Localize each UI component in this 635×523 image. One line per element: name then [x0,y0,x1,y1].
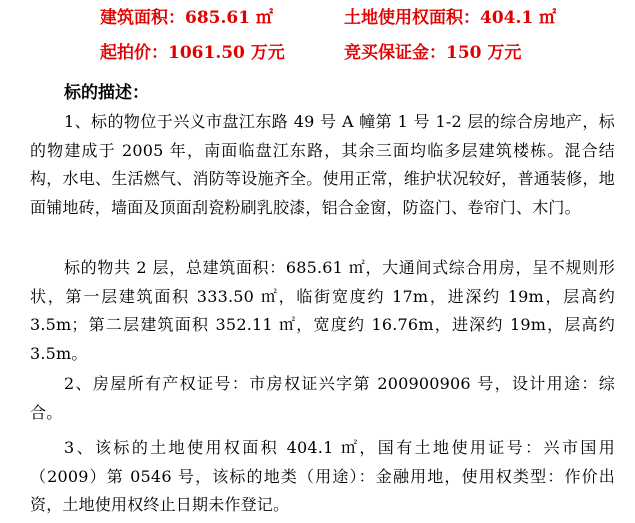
summary-row-2 [0,38,635,68]
paragraph-property-certificate: 2、房屋所有产权证号：市房权证兴字第 200900906 号，设计用途：综合。 [30,374,615,422]
summary-row-1 [0,3,635,33]
building-area: 建筑面积：685.61 ㎡ [100,8,273,28]
section-heading: 标的描述： [64,83,149,103]
starting-price: 起拍价：1061.50 万元 [100,43,285,63]
paragraph-location: 1、标的物位于兴义市盘江东路 49 号 A 幢第 1 号 1-2 层的综合房地产，标的物建成于 2005 年，南面临盘江东路，其余三面均临多层建筑楼栋。混合结构，水电、生活燃气、消防等设施齐全。使用正常，维护状况较好，普通装修，地面铺地砖，墙面及顶面刮瓷粉刷乳胶漆，铝合金窗，防盗门、卷帘门、木门。 [30,112,615,217]
land-use-area: 土地使用权面积：404.1 ㎡ [344,8,557,28]
paragraph-floors: 标的物共 2 层，总建筑面积：685.61 ㎡，大通间式综合用房，呈不规则形状，第一层建筑面积 333.50 ㎡，临街宽度约 17m，进深约 19m，层高约 3.5m；第二层建筑面积 352.11 ㎡，宽度约 16.76m，进深约 19m，层高约 3.5m。 [30,258,615,363]
paragraph-land-use: 3、该标的土地使用权面积 404.1 ㎡，国有土地使用证号：兴市国用（2009）第 0546 号，该标的地类（用途）：金融用地，使用权类型：作价出资，土地使用权终止日期未作登记。 [30,438,615,514]
bid-deposit: 竞买保证金：150 万元 [344,43,522,63]
